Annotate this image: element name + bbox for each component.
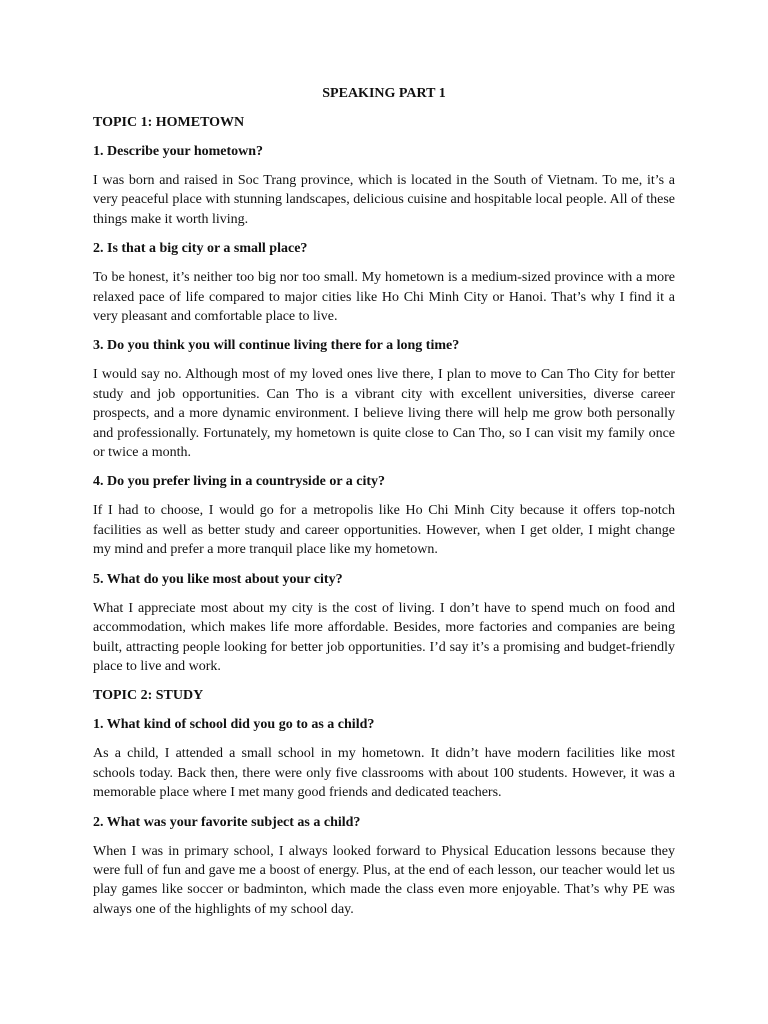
answer-paragraph: What I appreciate most about my city is the cost of living. I don’t have to spend much on food and accommodation, which makes life more affordable. Besides, more factories and companies are being built, attracting people looking for better job opportunities. I’d say it’s a promising and budget-friendly place to live and work. <box>93 600 675 674</box>
question-heading: 4. Do you prefer living in a countryside or a city? <box>93 474 386 490</box>
question-heading: 1. Describe your hometown? <box>93 144 264 159</box>
question-heading: 3. Do you think you will continue living there for a long time? <box>93 338 460 354</box>
question-heading: 5. What do you like most about your city? <box>93 571 343 587</box>
document-title: SPEAKING PART 1 <box>322 86 446 101</box>
question-heading: 2. What was your favorite subject as a child? <box>93 814 361 830</box>
answer-paragraph: I would say no. Although most of my loved ones live there, I plan to move to Can Tho City for better study and job opportunities. Can Tho is a vibrant city with excellent universities, diverse career prospects, and a more dynamic environment. I believe living there will help me grow both personally and professionally. Fortunately, my hometown is quite close to Can Tho, so I can visit my family once or twice a month. <box>93 367 675 461</box>
topic-heading-hometown: TOPIC 1: HOMETOWN <box>93 115 245 130</box>
topic-heading-study: TOPIC 2: STUDY <box>93 688 204 704</box>
answer-paragraph: I was born and raised in Soc Trang province, which is located in the South of Vietnam. To me, it’s a very peaceful place with stunning landscapes, delicious cuisine and hospitable local people. All of these things make it worth living. <box>93 173 675 227</box>
question-heading: 2. Is that a big city or a small place? <box>93 241 308 257</box>
document-page <box>93 84 675 929</box>
answer-paragraph: If I had to choose, I would go for a metropolis like Ho Chi Minh City because it offers top-notch facilities as well as better study and career opportunities. However, when I get older, I might change my mind and prefer a more tranquil place like my hometown. <box>93 503 675 558</box>
answer-paragraph: As a child, I attended a small school in my hometown. It didn’t have modern facilities like most schools today. Back then, there were only five classrooms with about 100 students. However, it was a memorable place where I met many good friends and dedicated teachers. <box>93 746 675 801</box>
answer-paragraph: When I was in primary school, I always looked forward to Physical Education lessons because they were full of fun and gave me a boost of energy. Plus, at the end of each lesson, our teacher would let us play games like soccer or badminton, which made the class even more enjoyable. That’s why PE was always one of the highlights of my school day. <box>93 843 675 917</box>
answer-paragraph: To be honest, it’s neither too big nor too small. My hometown is a medium-sized province with a more relaxed pace of life compared to major cities like Ho Chi Minh City or Hanoi. That’s why I find it a very pleasant and comfortable place to live. <box>93 270 675 325</box>
question-heading: 1. What kind of school did you go to as a child? <box>93 717 375 733</box>
